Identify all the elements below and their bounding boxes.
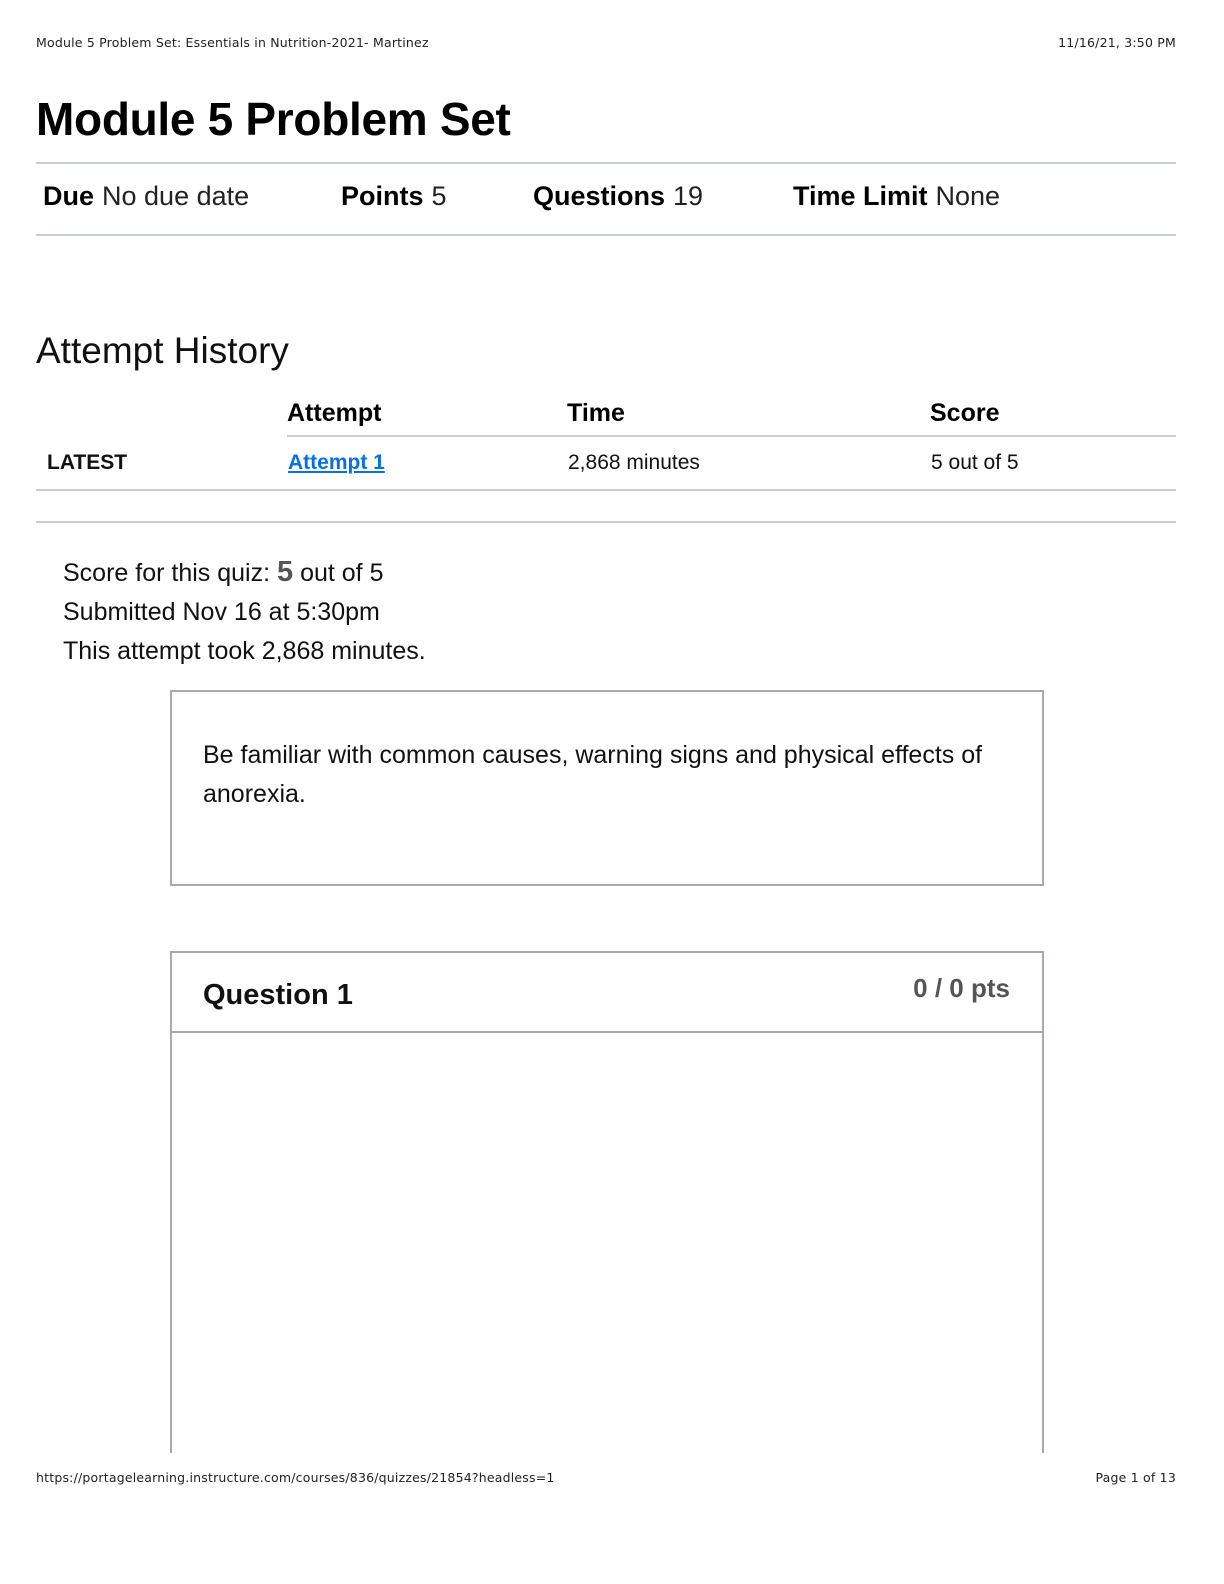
- page-title: Module 5 Problem Set: [36, 93, 511, 145]
- column-header-score: Score: [930, 392, 1176, 436]
- print-footer-page: Page 1 of 13: [1095, 1470, 1176, 1485]
- quiz-instructions-box: [170, 690, 1044, 886]
- score-cell: 5 out of 5: [930, 436, 1176, 490]
- meta-questions: [533, 181, 703, 212]
- quiz-instructions-text: Be familiar with common causes, warning signs and physical effects of anorexia.: [203, 741, 983, 808]
- divider: [36, 521, 1176, 523]
- divider: [36, 234, 1176, 236]
- print-header-datetime: 11/16/21, 3:50 PM: [1058, 35, 1176, 50]
- time-cell: 2,868 minutes: [567, 436, 930, 490]
- question-header: [172, 953, 1042, 1033]
- print-footer-url: https://portagelearning.instructure.com/courses/836/quizzes/21854?headless=1: [36, 1470, 555, 1485]
- submitted-text: Submitted Nov 16 at 5:30pm: [63, 598, 380, 626]
- meta-points-value: 5: [431, 181, 447, 211]
- attempt-history-table: [36, 392, 1176, 491]
- meta-time-limit-label: Time Limit: [793, 181, 928, 211]
- table-row: [36, 436, 1176, 490]
- score-value: 5: [276, 556, 294, 588]
- meta-due: [43, 181, 249, 212]
- score-line: [63, 553, 426, 593]
- divider: [36, 162, 1176, 164]
- meta-time-limit: [793, 181, 1000, 212]
- meta-due-value: No due date: [102, 181, 250, 211]
- meta-questions-label: Questions: [533, 181, 666, 211]
- print-header-title: Module 5 Problem Set: Essentials in Nutrition-2021- Martinez: [36, 35, 429, 50]
- print-footer: [36, 1470, 1176, 1485]
- question-card: [170, 951, 1044, 1453]
- latest-badge: LATEST: [36, 436, 287, 490]
- print-header: [36, 35, 1176, 50]
- meta-time-limit-value: None: [935, 181, 1001, 211]
- meta-questions-value: 19: [673, 181, 704, 211]
- meta-points: [341, 181, 447, 212]
- duration-text: This attempt took 2,868 minutes.: [63, 637, 426, 665]
- column-header-blank: [36, 392, 287, 436]
- meta-due-label: Due: [43, 181, 95, 211]
- question-points: 0 / 0 pts: [913, 973, 1010, 1003]
- score-prefix: Score for this quiz:: [63, 559, 277, 587]
- attempt-cell: [287, 436, 567, 490]
- column-header-time: Time: [567, 392, 930, 436]
- column-header-attempt: Attempt: [287, 392, 567, 436]
- attempt-link[interactable]: Attempt 1: [288, 451, 385, 474]
- score-suffix: out of 5: [293, 559, 384, 587]
- question-title: Question 1: [203, 979, 353, 1011]
- attempt-history-title: Attempt History: [36, 330, 289, 371]
- quiz-summary: [63, 553, 426, 671]
- meta-points-label: Points: [341, 181, 424, 211]
- table-header-row: [36, 392, 1176, 436]
